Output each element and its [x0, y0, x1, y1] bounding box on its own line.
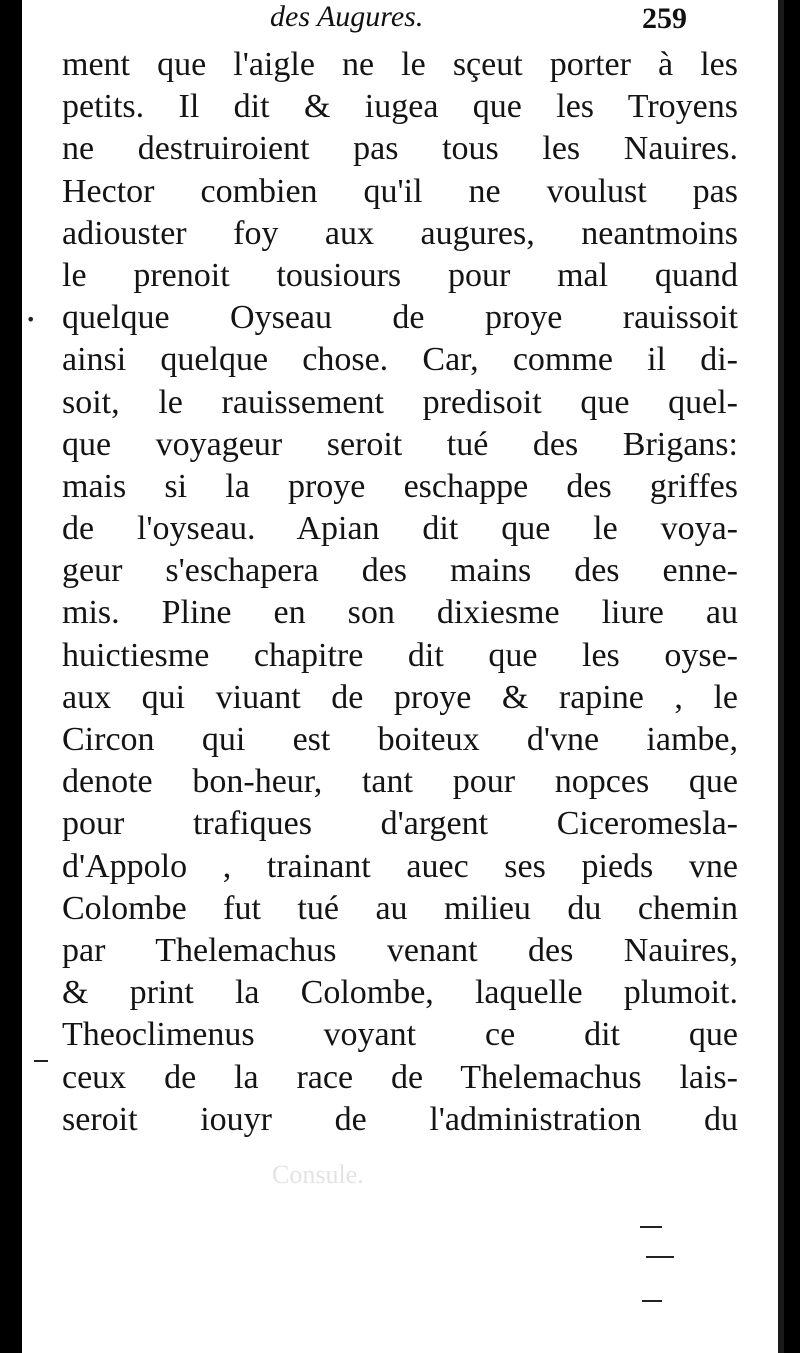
margin-mark: • [26, 310, 36, 329]
page-number: 259 [642, 2, 687, 35]
scan-left-edge [0, 0, 22, 1353]
text-line: petits. Il dit & iugea que les Troyens [62, 88, 738, 126]
text-line: Circon qui est boiteux d'vne iambe, [62, 721, 738, 758]
text-line: d'Appolo , trainant auec ses pieds vne [62, 847, 738, 885]
text-line: Theoclimenus voyant ce dit que [62, 1016, 738, 1054]
text-line: denote bon-heur, tant pour nopces que [62, 763, 738, 801]
body-text [62, 44, 738, 1141]
text-line: ment que l'aigle ne le sçeut porter à les [62, 46, 738, 83]
text-line: huictiesme chapitre dit que les oyse- [62, 636, 738, 674]
scan-artifact [640, 1226, 662, 1228]
text-line: Hector combien qu'il ne voulust pas [62, 172, 738, 210]
text-line: mais si la proye eschappe des griffes [62, 467, 738, 505]
text-line: ainsi quelque chose. Car, comme il di- [62, 341, 738, 379]
book-page [22, 0, 784, 1353]
scan-artifact [642, 1300, 662, 1302]
text-line: ne destruiroient pas tous les Nauires. [62, 130, 738, 168]
scan-artifact [646, 1256, 674, 1258]
text-line: mis. Pline en son dixiesme liure au [62, 594, 738, 632]
page-header [22, 0, 778, 40]
scan-right-edge [784, 0, 800, 1353]
text-line: seroit iouyr de l'administration du [62, 1100, 738, 1138]
text-line: de l'oyseau. Apian dit que le voya- [62, 510, 738, 548]
text-line: que voyageur seroit tué des Brigans: [62, 425, 738, 463]
text-line: Colombe fut tué au milieu du chemin [62, 889, 738, 927]
text-line: le prenoit tousiours pour mal quand [62, 256, 738, 294]
text-line: aux qui viuant de proye & rapine , le [62, 678, 738, 716]
text-line: soit, le rauissement predisoit que quel- [62, 383, 738, 421]
text-line: adiouster foy aux augures, neantmoins [62, 214, 738, 252]
text-line: ceux de la race de Thelemachus lais- [62, 1058, 738, 1096]
bleed-through-text: Consule. [272, 1160, 364, 1189]
text-line: geur s'eschapera des mains des enne- [62, 552, 738, 590]
text-line: & print la Colombe, laquelle plumoit. [62, 974, 738, 1012]
text-line: quelque Oyseau de proye rauissoit [62, 299, 738, 337]
text-line: pour trafiques d'argent Ciceromesla- [62, 805, 738, 843]
margin-mark [34, 1060, 48, 1062]
text-line: par Thelemachus venant des Nauires, [62, 931, 738, 969]
running-head: des Augures. [270, 0, 424, 33]
